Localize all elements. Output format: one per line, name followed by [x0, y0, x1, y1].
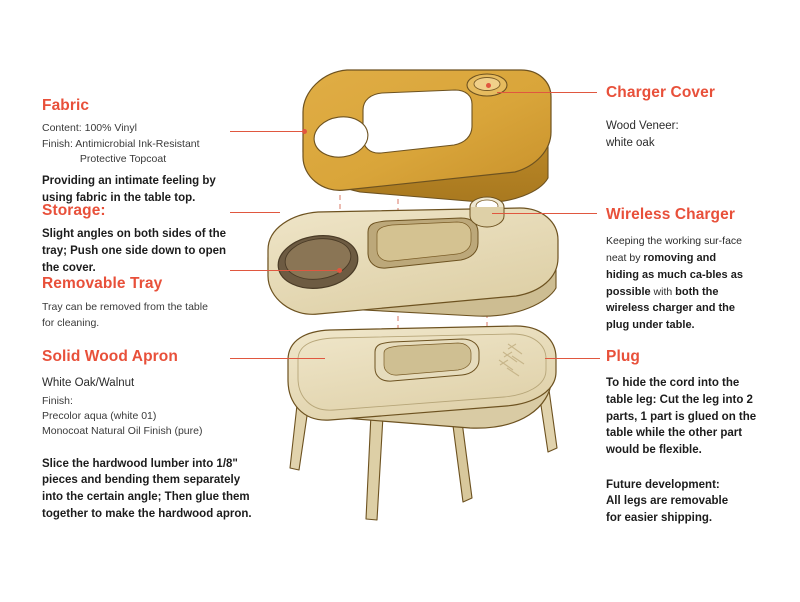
storage-heading: Storage: [42, 202, 106, 219]
apron-heading: Solid Wood Apron [42, 348, 178, 365]
charger-cover-line-2: white oak [606, 137, 655, 150]
charger-cover-line-1: Wood Veneer: [606, 120, 679, 133]
wireless-charger-heading: Wireless Charger [606, 206, 735, 223]
leader-line-removable-tray [230, 270, 340, 271]
leader-line-fabric [230, 131, 305, 132]
leader-line-plug [545, 358, 600, 359]
wireless-charger-text-pre: Keeping the working sur-face neat by [606, 235, 742, 265]
removable-tray-line-2: for cleaning. [42, 316, 100, 329]
leader-line-wireless-charger [492, 213, 597, 214]
charger-cover-heading: Charger Cover [606, 84, 715, 101]
apron-finish-label: Finish: [42, 395, 73, 408]
wireless-charger-text-mid: with [650, 285, 676, 298]
leader-dot-removable-tray [337, 268, 342, 273]
plug-future-line-3: for easier shipping. [606, 512, 713, 525]
annotation-wireless-charger [606, 205, 756, 334]
plug-heading: Plug [606, 348, 640, 365]
annotation-charger-cover [606, 83, 766, 152]
removable-tray-line-1: Tray can be removed from the table [42, 301, 208, 314]
fabric-emphasis: Providing an intimate feeling by using fabric in the table top. [42, 175, 216, 204]
leader-dot-charger-cover [486, 83, 491, 88]
annotation-plug [606, 347, 766, 527]
apron-finish-line-2: Monocoat Natural Oil Finish (pure) [42, 425, 203, 438]
removable-tray-heading: Removable Tray [42, 275, 163, 292]
apron-material: White Oak/Walnut [42, 377, 135, 390]
fabric-line-2: Finish: Antimicrobial Ink-Resistant [42, 137, 200, 150]
apron-emphasis: Slice the hardwood lumber into 1/8" pieces and bending them separately into the certain angle; Then glue them together to make the hardwood apron. [42, 457, 252, 520]
fabric-line-3: Protective Topcoat [42, 152, 167, 165]
wireless-charger-bold-2: both the wireless charger and the plug under table. [606, 285, 735, 332]
apron-finish-line-1: Precolor aqua (white 01) [42, 410, 157, 423]
annotation-solid-wood-apron [42, 347, 257, 522]
storage-emphasis: Slight angles on both sides of the tray; Push one side down to open the cover. [42, 228, 227, 274]
wireless-charger-paragraph [606, 234, 752, 334]
annotation-fabric [42, 96, 237, 206]
plug-emphasis: To hide the cord into the table leg: Cut the leg into 2 parts, 1 part is glued on the table while the other part would be flexible. [606, 377, 757, 457]
annotation-storage [42, 201, 242, 276]
leader-line-charger-cover [497, 92, 597, 93]
plug-future-line-2: All legs are removable [606, 495, 729, 508]
fabric-heading: Fabric [42, 97, 90, 114]
annotation-removable-tray [42, 274, 242, 331]
leader-dot-fabric [302, 129, 307, 134]
plug-future-line-1: Future development: [606, 478, 720, 491]
wireless-charger-bold-1: romoving and hiding as much ca-bles as possible [606, 252, 743, 298]
fabric-line-1: Content: 100% Vinyl [42, 122, 137, 135]
